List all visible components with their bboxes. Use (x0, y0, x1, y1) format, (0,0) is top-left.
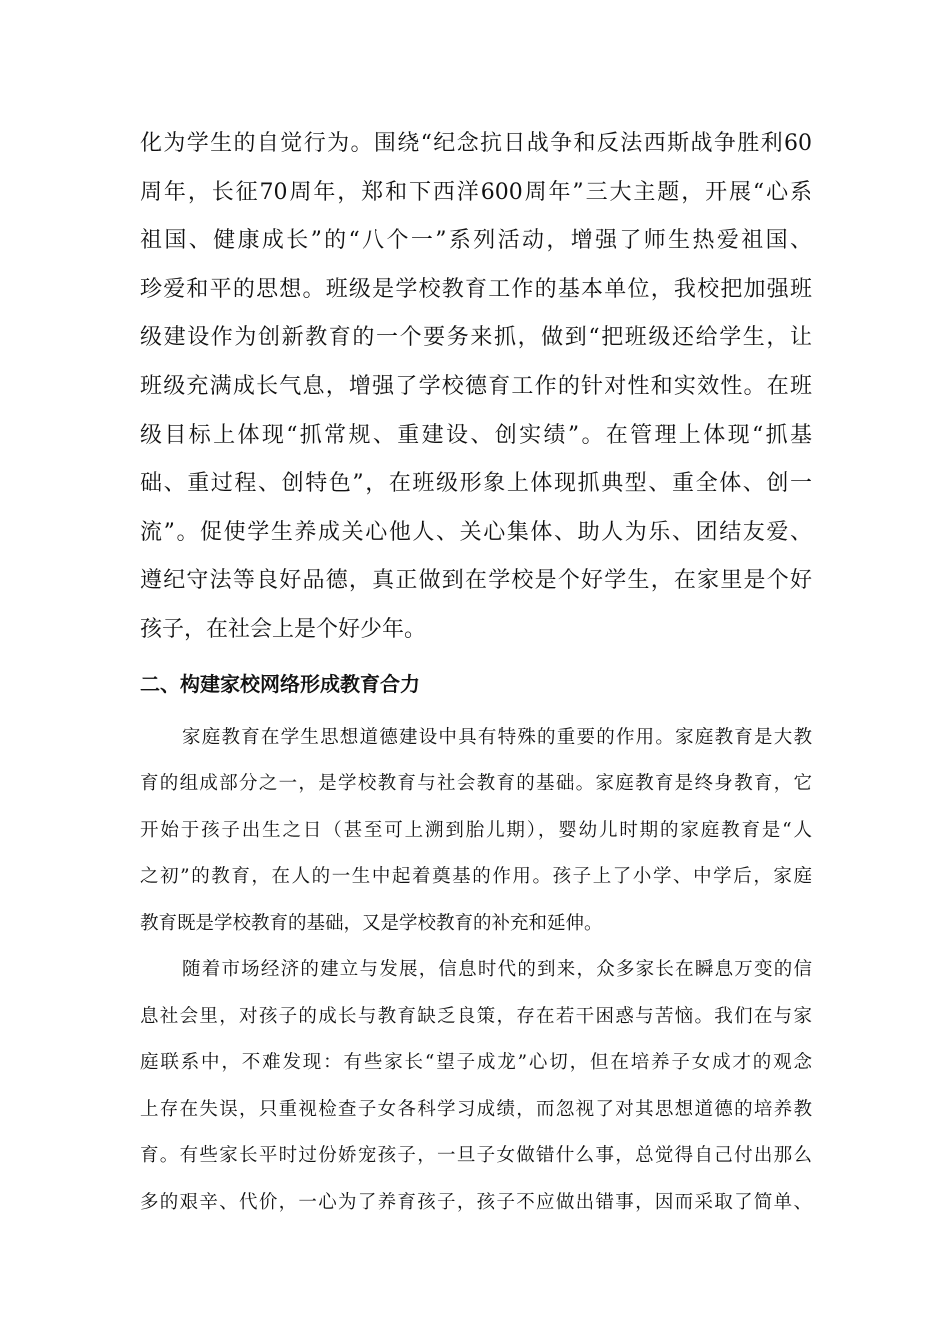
text-line: 化为学生的自觉行为。围绕“纪念抗日战争和反法西斯战争胜利60 (140, 131, 812, 156)
text-line: 庭联系中，不难发现：有些家长“望子成龙”心切，但在培养子女成才的观念 (140, 1052, 812, 1074)
text-line: 遵纪守法等良好品德，真正做到在学校是个好学生，在家里是个好 (140, 568, 812, 594)
text-line: 育的组成部分之一，是学校教育与社会教育的基础。家庭教育是终身教育，它 (140, 773, 812, 795)
text-line: 家庭教育在学生思想道德建设中具有特殊的重要的作用。家庭教育是大教 (182, 726, 812, 748)
text-line: 流”。促使学生养成关心他人、关心集体、助人为乐、团结友爱、 (140, 519, 812, 545)
text-line: 孩子，在社会上是个好少年。 (140, 616, 427, 642)
text-line: 班级充满成长气息，增强了学校德育工作的针对性和实效性。在班 (140, 373, 812, 399)
document-page (140, 120, 812, 1226)
paragraph-market-economy (140, 947, 812, 1226)
text-line: 之初”的教育，在人的一生中起着奠基的作用。孩子上了小学、中学后，家庭 (140, 866, 812, 888)
text-line: 珍爱和平的思想。班级是学校教育工作的基本单位，我校把加强班 (140, 276, 812, 302)
text-line: 开始于孩子出生之日（甚至可上溯到胎儿期），婴幼儿时期的家庭教育是“人 (140, 819, 812, 841)
text-line: 随着市场经济的建立与发展，信息时代的到来，众多家长在瞬息万变的信 (182, 959, 812, 981)
text-line: 级目标上体现“抓常规、重建设、创实绩”。在管理上体现“抓基 (140, 422, 812, 448)
text-line: 周年，长征70周年，郑和下西洋600周年”三大主题，开展“心系 (140, 179, 812, 205)
text-line: 育。有些家长平时过份娇宠孩子，一旦子女做错什么事，总觉得自己付出那么 (140, 1145, 812, 1167)
text-line: 祖国、健康成长”的“八个一”系列活动，增强了师生热爱祖国、 (140, 228, 812, 254)
text-line: 多的艰辛、代价，一心为了养育孩子，孩子不应做出错事，因而采取了简单、 (140, 1191, 812, 1213)
section-heading: 二、构建家校网络形成教育合力 (140, 671, 420, 696)
text-line: 息社会里，对孩子的成长与教育缺乏良策，存在若干困惑与苦恼。我们在与家 (140, 1005, 812, 1027)
text-line: 础、重过程、创特色”，在班级形象上体现抓典型、重全体、创一 (140, 471, 812, 497)
text-line: 教育既是学校教育的基础，又是学校教育的补充和延伸。 (140, 912, 603, 934)
text-line: 级建设作为创新教育的一个要务来抓，做到“把班级还给学生，让 (140, 325, 812, 351)
paragraph-family-education (140, 715, 812, 948)
continued-paragraph (140, 120, 812, 655)
text-line: 上存在失误，只重视检查子女各科学习成绩，而忽视了对其思想道德的培养教 (140, 1098, 812, 1120)
